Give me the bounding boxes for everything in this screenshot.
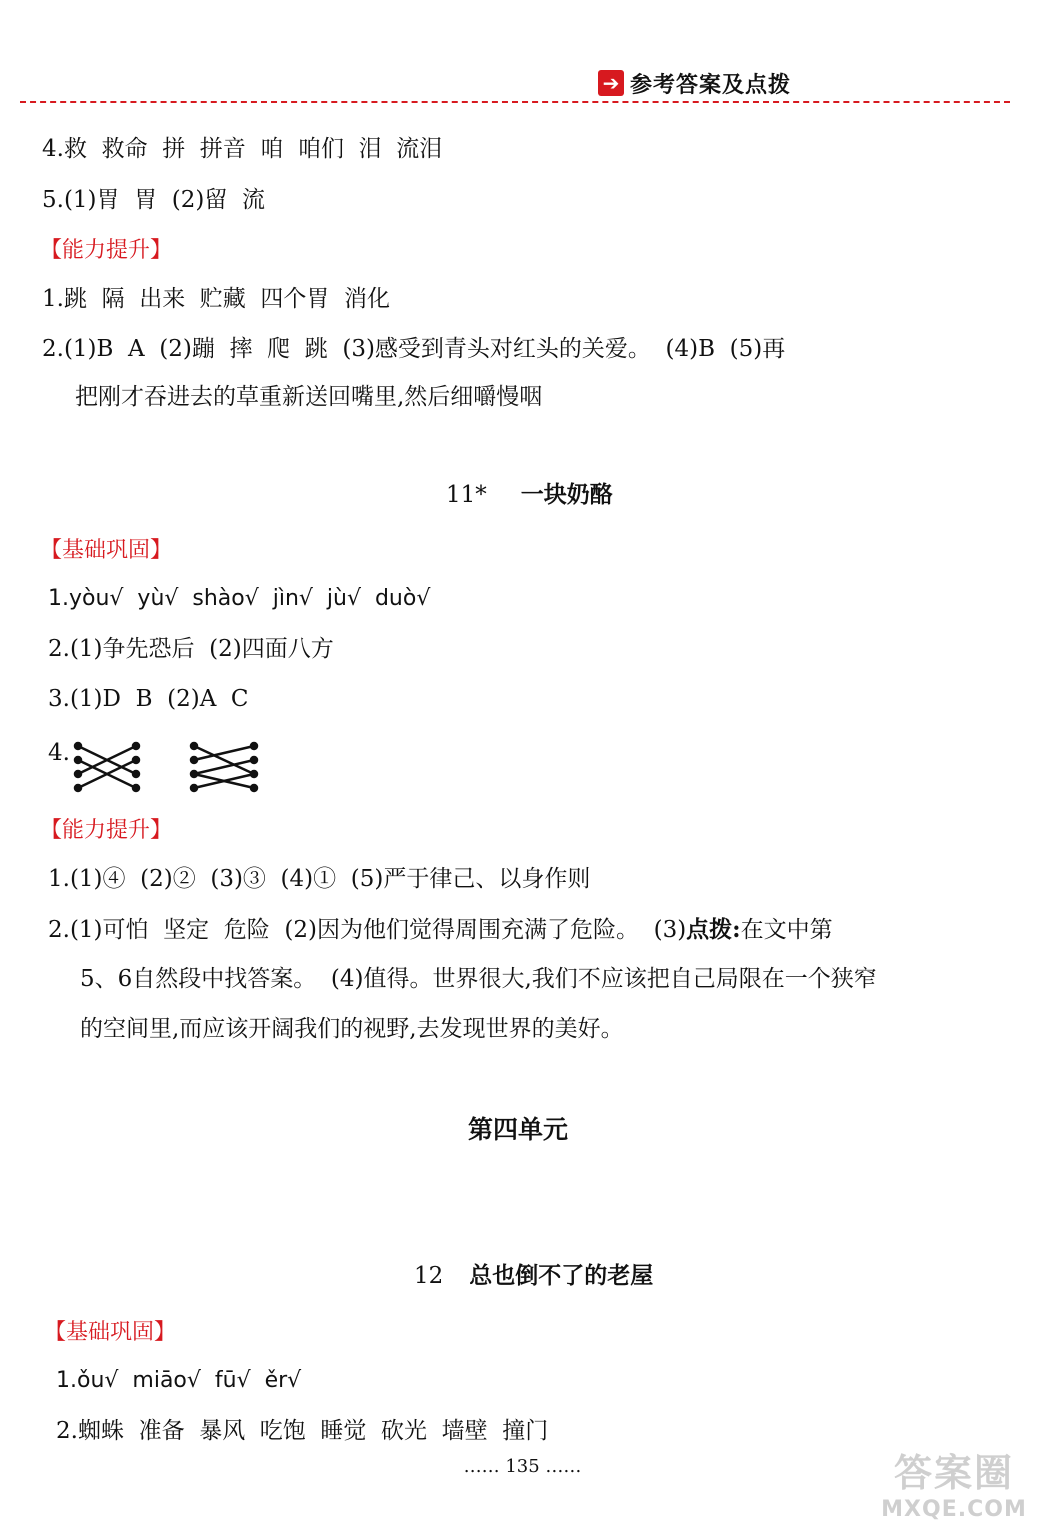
answer-line: 2.蜘蛛 准备 暴风 吃饱 睡觉 砍光 墙壁 撞门	[56, 1418, 549, 1444]
lesson-number: 12	[414, 1263, 444, 1289]
section-tag: 【能力提升】	[40, 238, 173, 263]
watermark-logo: 答案圈 MXQE.COM	[881, 1451, 1027, 1522]
answer-line: 的空间里,而应该开阔我们的视野,去发现世界的美好。	[80, 1016, 624, 1042]
answer-line: 2.(1)可怕 坚定 危险 (2)因为他们觉得周围充满了危险。 (3)点拨:在文中第	[48, 916, 833, 943]
section-tag: 【能力提升】	[40, 818, 173, 843]
answer-line: 1.(1)④ (2)② (3)③ (4)① (5)严于律己、以身作则	[48, 866, 591, 892]
lesson-title	[398, 1242, 653, 1288]
hint-label: 点拨:	[686, 916, 741, 943]
lesson-number: 11*	[446, 482, 487, 508]
arrow-right-icon: ➔	[598, 70, 624, 96]
unit-title: 第四单元	[468, 1115, 569, 1144]
answer-line: 5、6自然段中找答案。 (4)值得。世界很大,我们不应该把自己局限在一个狭窄	[80, 966, 877, 992]
answer-line: 3.(1)D B (2)A C	[48, 686, 249, 712]
answer-line: 4.	[48, 740, 70, 766]
answer-line: 把刚才吞进去的草重新送回嘴里,然后细嚼慢咽	[75, 384, 543, 410]
answer-line: 4.救 救命 拼 拼音 咱 咱们 泪 流泪	[42, 136, 443, 162]
answer-line: 1.ǒu√ miāo√ fū√ ěr√	[56, 1368, 302, 1393]
page-number: …… 135 ……	[463, 1456, 582, 1477]
section-tag: 【基础巩固】	[40, 538, 173, 563]
header-divider	[20, 101, 1010, 103]
section-tag: 【基础巩固】	[44, 1320, 177, 1345]
lesson-name: 总也倒不了的老屋	[469, 1263, 654, 1289]
page-header	[0, 0, 1045, 110]
answer-line: 5.(1)胃 胃 (2)留 流	[42, 187, 265, 213]
answer-line: 1.跳 隔 出来 贮藏 四个胃 消化	[42, 286, 391, 312]
lesson-name: 一块奶酪	[520, 482, 613, 508]
lesson-title	[430, 461, 613, 507]
answer-line: 1.yòu√ yù√ shào√ jìn√ jù√ duò√	[48, 586, 431, 611]
answer-line: 2.(1)争先恐后 (2)四面八方	[48, 636, 334, 662]
matching-diagram	[70, 736, 270, 796]
answer-line: 2.(1)B A (2)蹦 摔 爬 跳 (3)感受到青头对红头的关爱。 (4)B (5)再	[42, 336, 786, 362]
header-title: 参考答案及点拨	[630, 73, 792, 98]
